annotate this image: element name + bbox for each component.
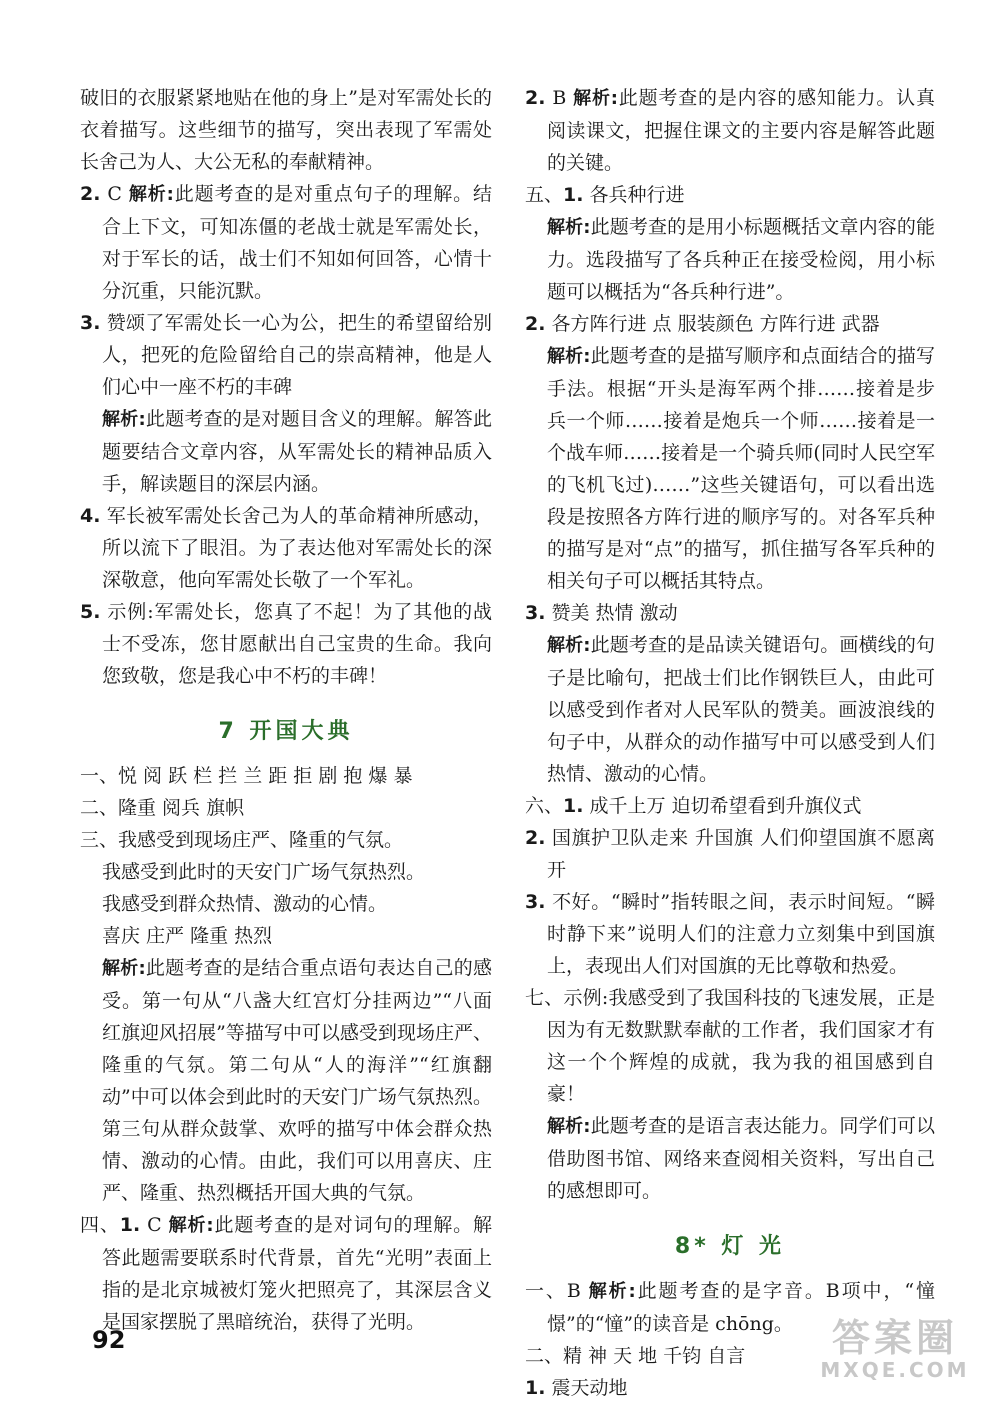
watermark-url: MXQE.COM — [820, 1358, 970, 1382]
answer-continuation: 破旧的衣服紧紧地贴在他的身上”是对军需处长的衣着描写。这些细节的描写，突出表现了军需处长舍己为人、大公无私的奉献精神。 — [80, 87, 492, 173]
item-number: 1. — [119, 1214, 141, 1236]
lesson-heading-8: 8* 灯 光 — [674, 1234, 786, 1259]
analysis-text: 此题考查的是内容的感知能力。认真阅读课文，把握住课文的主要内容是解答此题的关键。 — [547, 87, 935, 174]
section-5 — [525, 179, 935, 211]
item-number: 1. — [525, 1377, 546, 1399]
item-number: 3. — [80, 312, 101, 334]
section-3-line: 我感受到此时的天安门广场气氛热烈。 — [102, 861, 426, 883]
analysis-block — [80, 952, 492, 1209]
right-column — [525, 82, 935, 1404]
answer-item-5 — [80, 596, 492, 692]
answer-text: 各兵种行进 — [589, 184, 685, 206]
analysis-text: 此题考查的是品读关键语句。画横线的句子是比喻句，把战士们比作钢铁巨人，由此可以感受到作者对人民军队的赞美。画波浪线的句子中，从群众的动作描写中可以感受到人们热情、激动的心情。 — [547, 634, 935, 785]
watermark-title: 答案圈 — [831, 1316, 958, 1360]
analysis-text: 此题考查的是对重点句子的理解。结合上下文，可知冻僵的老战士就是军需处长，对于军长的话，战士们不知如何回答，心情十分沉重，只能沉默。 — [102, 183, 492, 302]
item-number: 5. — [80, 601, 101, 623]
analysis-label: 解析: — [588, 1281, 636, 1302]
answer-text: 示例:我感受到了我国科技的飞速发展，正是因为有无数默默奉献的工作者，我们国家才有这一个个辉煌的成就，我为我的祖国感到自豪！ — [547, 987, 935, 1105]
answer-text: 示例:军需处长，您真了不起！为了其他的战士不受冻，您甘愿献出自己宝贵的生命。我向您致敬，您是我心中不朽的丰碑！ — [102, 601, 492, 687]
answer-choice: C — [107, 183, 122, 205]
analysis-label: 解析: — [573, 88, 618, 109]
item-number: 3. — [525, 602, 546, 624]
section-mark: 四、 — [80, 1214, 120, 1236]
answer-choice: C — [147, 1214, 162, 1236]
answer-text: 赞颂了军需处长一心为公，把生的希望留给别人，把死的危险留给自己的崇高精神，他是人们心中一座不朽的丰碑 — [102, 312, 492, 398]
answer-item-3 — [525, 597, 935, 629]
section-1 — [80, 760, 492, 792]
answer-choice: B — [566, 1280, 581, 1302]
analysis-block — [80, 403, 492, 500]
analysis-block — [525, 340, 935, 597]
analysis-text: 此题考查的是结合重点语句表达自己的感受。第一句从“八盏大红宫灯分挂两边”“八面红旗迎风招展”等描写中可以感受到现场庄严、隆重的气氛。第二句从“人的海洋”“红旗翻动”中可以体会到此时的天安门广场气氛热烈。第三句从群众鼓掌、欢呼的描写中体会群众热情、激动的心情。由此，我们可以用喜庆、庄严、隆重、热烈概括开国大典的气氛。 — [102, 957, 492, 1204]
section-mark: 五、 — [525, 184, 564, 206]
analysis-label: 解析: — [102, 958, 146, 979]
answer-choice: B — [552, 87, 567, 109]
answer-text: 震天动地 — [551, 1377, 628, 1399]
watermark-logo — [800, 1318, 990, 1388]
section-text: 我感受到现场庄严、隆重的气氛。 — [118, 829, 404, 851]
section-mark: 一、 — [525, 1280, 567, 1302]
analysis-label: 解析: — [547, 635, 591, 656]
analysis-label: 解析: — [547, 1116, 591, 1137]
section-text: 隆重 阅兵 旗帜 — [118, 797, 245, 819]
lesson-heading-7: 7 开国大典 — [218, 719, 354, 744]
analysis-text: 此题考查的是字音。B项中，“憧憬”的“憧”的读音是 chōng。 — [547, 1280, 935, 1335]
section-mark: 一、 — [80, 765, 119, 787]
section-3 — [80, 824, 492, 856]
answer-item-2 — [80, 178, 492, 307]
page-number: 92 — [92, 1326, 126, 1354]
item-number: 2. — [525, 313, 546, 335]
answer-item-2 — [525, 308, 935, 340]
analysis-block — [525, 1110, 935, 1207]
section-6 — [525, 790, 935, 822]
answer-text: 成千上万 迫切希望看到升旗仪式 — [589, 795, 862, 817]
section-2 — [80, 792, 492, 824]
analysis-label: 解析: — [102, 409, 146, 430]
analysis-block — [525, 629, 935, 790]
section-mark: 二、 — [80, 797, 119, 819]
item-number: 1. — [563, 795, 584, 817]
section-3-line: 我感受到群众热情、激动的心情。 — [102, 893, 388, 915]
analysis-label: 解析: — [547, 346, 591, 367]
answer-text: 军长被军需处长舍己为人的革命精神所感动，所以流下了眼泪。为了表达他对军需处长的深深敬意，他向军需处长敬了一个军礼。 — [102, 505, 492, 591]
item-number: 4. — [80, 505, 101, 527]
section-mark: 七、 — [525, 987, 564, 1009]
answer-item-3 — [525, 886, 935, 982]
answer-item-4 — [80, 500, 492, 596]
answer-text: 国旗护卫队走来 升国旗 人们仰望国旗不愿离开 — [547, 827, 935, 881]
section-4 — [80, 1209, 492, 1338]
answer-text: 赞美 热情 激动 — [551, 602, 678, 624]
left-column — [80, 82, 492, 1338]
section-text: 精 神 天 地 千钧 自言 — [563, 1345, 746, 1367]
item-number: 3. — [525, 891, 546, 913]
answer-text: 不好。“瞬时”指转眼之间，表示时间短。“瞬时静下来”说明人们的注意力立刻集中到国旗上，表现出人们对国旗的无比尊敬和热爱。 — [547, 891, 935, 977]
analysis-text: 此题考查的是对题目含义的理解。解答此题要结合文章内容，从军需处长的精神品质入手，解读题目的深层内涵。 — [102, 408, 492, 495]
analysis-text: 此题考查的是描写顺序和点面结合的描写手法。根据“开头是海军两个排……接着是步兵一个师……接着是炮兵一个师……接着是一个战车师……接着是一个骑兵师(同时人民空军的飞机飞过)……”这些关键语句，可以看出选段是按照各方阵行进的顺序写的。对各军兵种的描写是对“点”的描写，抓住描写各军兵种的相关句子可以概括其特点。 — [547, 345, 935, 592]
analysis-label: 解析: — [168, 1215, 214, 1236]
section-7 — [525, 982, 935, 1110]
analysis-text: 此题考查的是对词句的理解。解答此题需要联系时代背景，首先“光明”表面上指的是北京城被灯笼火把照亮了，其深层含义是国家摆脱了黑暗统治，获得了光明。 — [102, 1214, 492, 1333]
answer-item-3 — [80, 307, 492, 403]
item-number: 2. — [525, 87, 546, 109]
item-number: 2. — [525, 827, 546, 849]
analysis-text: 此题考查的是用小标题概括文章内容的能力。选段描写了各兵种正在接受检阅，用小标题可以概括为“各兵种行进”。 — [547, 216, 935, 303]
section-text: 悦 阅 跃 栏 拦 兰 距 拒 剧 抱 爆 暴 — [118, 765, 413, 787]
item-number: 1. — [563, 184, 584, 206]
answer-item-2 — [525, 822, 935, 886]
section-mark: 二、 — [525, 1345, 564, 1367]
answer-item-2 — [525, 82, 935, 179]
analysis-text: 此题考查的是语言表达能力。同学们可以借助图书馆、网络来查阅相关资料，写出自己的感想即可。 — [547, 1115, 935, 1202]
section-mark: 六、 — [525, 795, 564, 817]
analysis-block — [525, 211, 935, 308]
section-mark: 三、 — [80, 829, 119, 851]
item-number: 2. — [80, 183, 101, 205]
analysis-label: 解析: — [128, 184, 174, 205]
section-3-line: 喜庆 庄严 隆重 热烈 — [102, 925, 273, 947]
analysis-label: 解析: — [547, 217, 591, 238]
answer-text: 各方阵行进 点 服装颜色 方阵行进 武器 — [551, 313, 880, 335]
